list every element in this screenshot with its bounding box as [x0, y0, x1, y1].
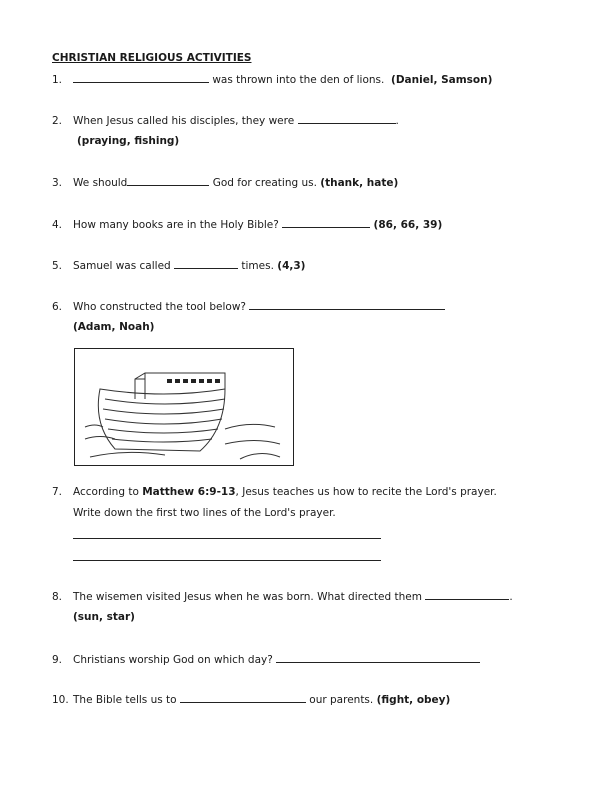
answer-blank[interactable] [127, 176, 209, 186]
q-text: God for creating us. [212, 177, 317, 189]
q-num: 8. [52, 591, 63, 603]
question-4 [52, 218, 442, 231]
q-num: 4. [52, 219, 63, 231]
answer-line[interactable] [73, 538, 381, 539]
q-text: According to [73, 486, 139, 498]
q-num: 5. [52, 260, 63, 272]
q-text: times. [241, 260, 274, 272]
q-options: (fight, obey) [376, 694, 451, 706]
q-options: (sun, star) [73, 611, 135, 623]
q-options: (4,3) [277, 260, 306, 272]
q-text: Who constructed the tool below? [73, 301, 246, 313]
answer-blank[interactable] [180, 693, 306, 703]
question-7 [52, 486, 497, 498]
q-text: our parents. [309, 694, 374, 706]
question-8 [52, 590, 513, 603]
q-options: (praying, fishing) [77, 135, 180, 147]
q-options: (thank, hate) [320, 177, 399, 189]
q-text: When Jesus called his disciples, they were [73, 115, 295, 127]
question-3 [52, 176, 398, 189]
q-options: (86, 66, 39) [373, 219, 443, 231]
answer-blank[interactable] [282, 218, 370, 228]
q-text: Write down the first two lines of the Lord's prayer. [73, 507, 336, 519]
q-num: 1. [52, 74, 63, 86]
q-num: 6. [52, 301, 63, 313]
answer-blank[interactable] [276, 653, 480, 663]
q-num: 9. [52, 654, 63, 666]
question-10 [52, 693, 450, 706]
q-num: 7. [52, 486, 63, 498]
question-9 [52, 653, 480, 666]
q-num: 3. [52, 177, 63, 189]
q-end: . [395, 115, 399, 127]
q-text: The wisemen visited Jesus when he was born. What directed them [73, 591, 422, 603]
answer-blank[interactable] [73, 73, 209, 83]
answer-blank[interactable] [298, 114, 396, 124]
q-text: Samuel was called [73, 260, 171, 272]
question-2 [52, 114, 399, 127]
q-text: How many books are in the Holy Bible? [73, 219, 279, 231]
noahs-ark-drawing-icon [75, 349, 293, 465]
q-options: (Adam, Noah) [73, 321, 155, 333]
answer-line[interactable] [73, 560, 381, 561]
noahs-ark-image [74, 348, 294, 466]
q-num: 10. [52, 694, 69, 706]
q-text: The Bible tells us to [73, 694, 177, 706]
q-options: (Daniel, Samson) [391, 74, 493, 86]
q-text: Christians worship God on which day? [73, 654, 273, 666]
q-text: was thrown into the den of lions. [212, 74, 385, 86]
q-text: , Jesus teaches us how to recite the Lord's prayer. [235, 486, 497, 498]
answer-blank[interactable] [249, 300, 445, 310]
q-text: We should [73, 177, 128, 189]
question-1 [52, 73, 492, 86]
worksheet-title: CHRISTIAN RELIGIOUS ACTIVITIES [52, 52, 252, 64]
q-end: . [509, 591, 513, 603]
question-6 [52, 300, 445, 313]
question-5 [52, 259, 305, 272]
answer-blank[interactable] [174, 259, 238, 269]
q-num: 2. [52, 115, 63, 127]
scripture-reference: Matthew 6:9-13 [142, 486, 236, 498]
answer-blank[interactable] [425, 590, 509, 600]
